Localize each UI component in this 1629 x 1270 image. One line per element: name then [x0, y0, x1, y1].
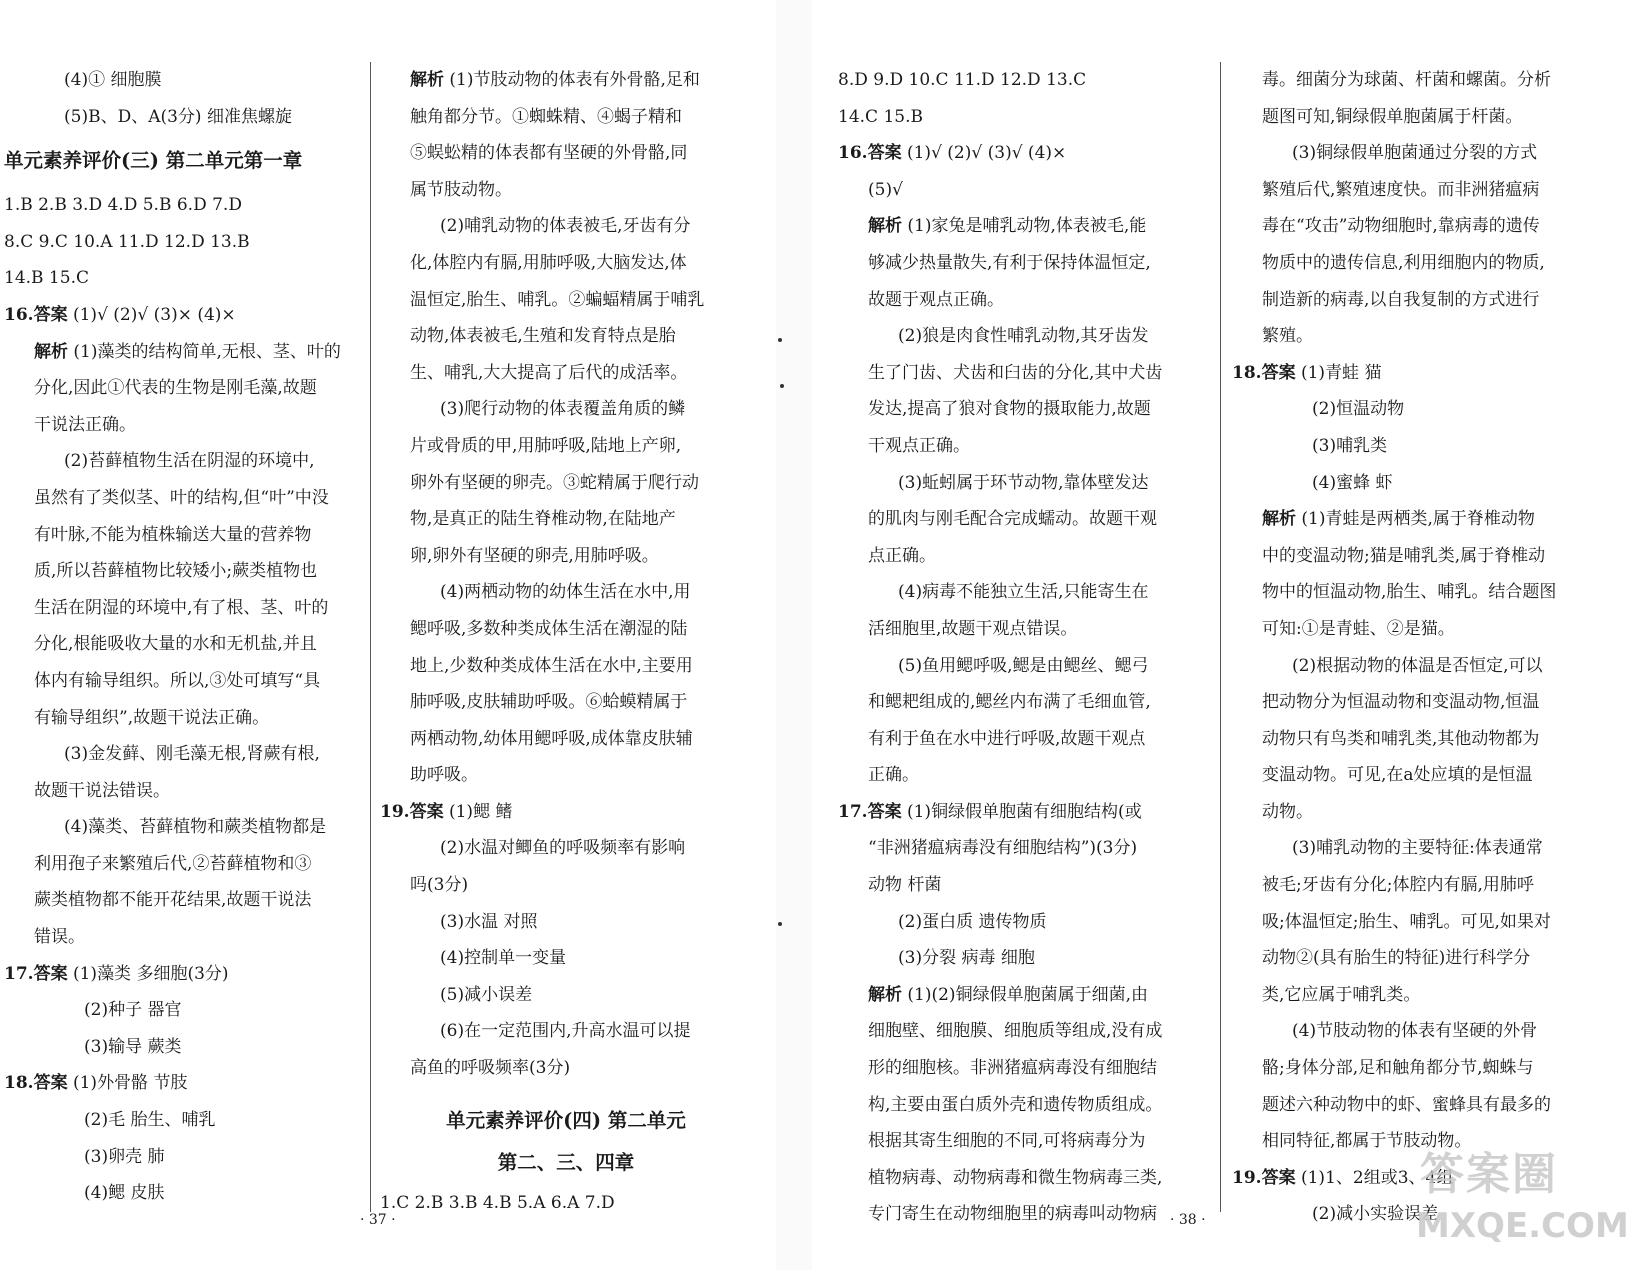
text-line: 吗(3分) — [410, 875, 469, 896]
text-line: (3)水温 对照 — [440, 911, 538, 932]
label-marker: 解析 — [1262, 509, 1296, 530]
text-line: (3)爬行动物的体表覆盖角质的鳞 — [440, 399, 686, 420]
label-marker: 16.答案 — [838, 143, 902, 164]
watermark — [1380, 1136, 1629, 1260]
label-marker: 17.答案 — [838, 801, 902, 822]
text-line: (4)病毒不能独立生活,只能寄生在 — [898, 582, 1149, 603]
label-marker: 19.答案 — [1232, 1167, 1296, 1188]
text-line: 毒。细菌分为球菌、杆菌和螺菌。分析 — [1262, 70, 1551, 90]
text-line: 18.答案 (1)青蛙 猫 — [1232, 362, 1382, 383]
page-gutter — [776, 0, 812, 1270]
section-heading: 单元素养评价(三) 第二单元第一章 — [4, 149, 303, 173]
text-line: 正确。 — [868, 765, 919, 786]
column-divider-right — [1220, 62, 1221, 1212]
text-line: (2)苔藓植物生活在阴湿的环境中, — [64, 451, 315, 472]
text-line: 故题干说法错误。 — [34, 780, 170, 801]
text-line: 体内有输导组织。所以,③处可填写“具 — [34, 670, 321, 691]
text-line: 有利于鱼在水中进行呼吸,故题干观点 — [868, 728, 1146, 749]
text-line: (2)水温对鲫鱼的呼吸频率有影响 — [440, 838, 686, 859]
text-line: 骼;身体分部,足和触角都分节,蜘蛛与 — [1262, 1058, 1534, 1079]
text-line: 的肌肉与刚毛配合完成蠕动。故题干观 — [868, 509, 1157, 530]
text-line: (3)输导 蕨类 — [84, 1036, 182, 1057]
text-line: 19.答案 (1)1、2组或3、4组 — [1232, 1167, 1454, 1188]
text-line: 解析 (1)(2)铜绿假单胞菌属于细菌,由 — [868, 984, 1148, 1005]
text-line: 高鱼的呼吸频率(3分) — [410, 1058, 571, 1079]
text-line: 动物。 — [1262, 801, 1313, 822]
section-heading: 第二、三、四章 — [497, 1150, 635, 1174]
text-line: 虽然有了类似茎、叶的结构,但“叶”中没 — [34, 487, 329, 508]
text-line: (5)减小误差 — [440, 984, 533, 1005]
text-line: 题图可知,铜绿假单胞菌属于杆菌。 — [1262, 106, 1523, 127]
text-line: 故题于观点正确。 — [868, 289, 1004, 310]
label-marker: 18.答案 — [1232, 362, 1296, 383]
text-line: 14.B 15.C — [4, 268, 89, 289]
text-line: 点正确。 — [868, 545, 936, 566]
text-line: 题述六种动物中的虾、蜜蜂具有最多的 — [1262, 1094, 1551, 1115]
text-line: 相同特征,都属于节肢动物。 — [1262, 1131, 1472, 1152]
text-line: (4)蜜蜂 虾 — [1312, 472, 1393, 493]
text-line: 助呼吸。 — [410, 765, 478, 786]
text-line: 被毛;牙齿有分化;体腔内有膈,用肺呼 — [1262, 875, 1534, 896]
text-line: 变温动物。可见,在a处应填的是恒温 — [1262, 765, 1533, 786]
text-line: 化,体腔内有膈,用肺呼吸,大脑发达,体 — [410, 252, 687, 273]
text-line: 生了门齿、犬齿和臼齿的分化,其中犬齿 — [868, 362, 1163, 383]
text-line: 生、哺乳,大大提高了后代的成活率。 — [410, 362, 688, 383]
text-line: 分化,根能吸收大量的水和无机盐,并且 — [34, 634, 317, 655]
text-line: “非洲猪瘟病毒没有细胞结构”)(3分) — [868, 838, 1138, 859]
text-line: 活细胞里,故题干观点错误。 — [868, 618, 1078, 639]
text-line: 地上,少数种类成体生活在水中,主要用 — [410, 655, 693, 676]
text-line: 8.C 9.C 10.A 11.D 12.D 13.B — [4, 231, 250, 252]
text-line: (2)根据动物的体温是否恒定,可以 — [1292, 655, 1543, 676]
text-line: 繁殖后代,繁殖速度快。而非洲猪瘟病 — [1262, 179, 1540, 200]
text-line: (2)减小实验误差 — [1312, 1204, 1439, 1225]
gutter-mark — [778, 922, 782, 926]
text-line: 生活在阴湿的环境中,有了根、茎、叶的 — [34, 597, 329, 618]
column-divider-left — [370, 62, 371, 1212]
column-3 — [838, 62, 1208, 1225]
text-line: (3)蚯蚓属于环节动物,靠体壁发达 — [898, 472, 1149, 493]
text-line: (3)哺乳类 — [1312, 435, 1388, 456]
text-line: 17.答案 (1)藻类 多细胞(3分) — [4, 963, 229, 984]
text-line: (2)蛋白质 遗传物质 — [898, 911, 1047, 932]
text-line: 繁殖。 — [1262, 326, 1313, 347]
text-line: 吸;体温恒定;胎生、哺乳。可见,如果对 — [1262, 911, 1551, 932]
label-marker: 解析 — [34, 341, 68, 362]
text-line: 错误。 — [34, 927, 85, 948]
text-line: 植物病毒、动物病毒和微生物病毒三类, — [868, 1167, 1163, 1188]
text-line: (2)种子 器官 — [84, 1000, 182, 1021]
text-line: (5)鱼用鳃呼吸,鳃是由鳃丝、鳃弓 — [898, 655, 1149, 676]
text-line: 8.D 9.D 10.C 11.D 12.D 13.C — [838, 70, 1087, 90]
text-line: (3)金发藓、刚毛藻无根,肾蕨有根, — [64, 744, 320, 765]
text-line: ⑤蜈蚣精的体表都有坚硬的外骨骼,同 — [410, 143, 688, 164]
text-line: 发达,提高了狼对食物的摄取能力,故题 — [868, 399, 1151, 420]
text-line: 片或骨质的甲,用肺呼吸,陆地上产卵, — [410, 435, 682, 456]
column-4 — [1232, 62, 1598, 1225]
label-marker: 16.答案 — [4, 304, 68, 325]
text-line: 卵,卵外有坚硬的卵壳,用肺呼吸。 — [410, 545, 659, 566]
column-2 — [380, 62, 752, 1222]
page-number-right: · 38 · — [1170, 1212, 1206, 1228]
text-line: 和鳃耙组成的,鳃丝内布满了毛细血管, — [868, 692, 1151, 713]
text-line: (4)两栖动物的幼体生活在水中,用 — [440, 582, 691, 603]
section-heading: 单元素养评价(四) 第二单元 — [446, 1108, 686, 1132]
text-line: 解析 (1)藻类的结构简单,无根、茎、叶的 — [34, 341, 341, 362]
text-line: 1.B 2.B 3.D 4.D 5.B 6.D 7.D — [4, 195, 242, 216]
text-line: 解析 (1)家兔是哺乳动物,体表被毛,能 — [868, 216, 1147, 237]
text-line: 肺呼吸,皮肤辅助呼吸。⑥蛤蟆精属于 — [410, 692, 688, 713]
text-line: 16.答案 (1)√ (2)√ (3)√ (4)× — [838, 143, 1067, 164]
label-marker: 解析 — [410, 70, 444, 90]
text-line: 17.答案 (1)铜绿假单胞菌有细胞结构(或 — [838, 801, 1142, 822]
text-line: (4)藻类、苔藓植物和蕨类植物都是 — [64, 817, 327, 838]
text-line: (5)B、D、A(3分) 细准焦螺旋 — [64, 106, 292, 127]
text-line: 干观点正确。 — [868, 435, 970, 456]
text-line: 有输导组织”,故题干说法正确。 — [34, 707, 270, 728]
label-marker: 解析 — [868, 216, 902, 237]
text-line: 有叶脉,不能为植株输送大量的营养物 — [34, 524, 312, 545]
label-marker: 19.答案 — [380, 801, 444, 822]
text-line: (4)鳃 皮肤 — [84, 1183, 165, 1204]
text-line: (2)毛 胎生、哺乳 — [84, 1110, 216, 1131]
text-line: 根据其寄生细胞的不同,可将病毒分为 — [868, 1131, 1146, 1152]
text-line: 属节肢动物。 — [410, 179, 512, 200]
text-line: 分化,因此①代表的生物是刚毛藻,故题 — [34, 378, 317, 399]
gutter-mark — [778, 338, 782, 342]
text-line: (3)卵壳 肺 — [84, 1146, 165, 1167]
text-line: 温恒定,胎生、哺乳。②蝙蝠精属于哺乳 — [410, 289, 705, 310]
text-line: 鳃呼吸,多数种类成体生活在潮湿的陆 — [410, 618, 688, 639]
text-line: 形的细胞核。非洲猪瘟病毒没有细胞结 — [868, 1058, 1157, 1079]
text-line: 蕨类植物都不能开花结果,故题干说法 — [34, 890, 312, 911]
page-number-left: · 37 · — [360, 1212, 396, 1228]
text-line: (2)哺乳动物的体表被毛,牙齿有分 — [440, 216, 691, 237]
text-line: 卵外有坚硬的卵壳。③蛇精属于爬行动 — [410, 472, 699, 493]
text-line: 制造新的病毒,以自我复制的方式进行 — [1262, 289, 1540, 310]
text-line: 18.答案 (1)外骨骼 节肢 — [4, 1073, 188, 1094]
watermark-url: MXQE.COM — [1416, 1206, 1629, 1246]
text-line: 类,它应属于哺乳类。 — [1262, 984, 1421, 1005]
text-line: (3)铜绿假单胞菌通过分裂的方式 — [1292, 143, 1538, 164]
gutter-mark — [780, 384, 784, 388]
text-line: 物质中的遗传信息,利用细胞内的物质, — [1262, 252, 1545, 273]
text-line: 解析 (1)青蛙是两栖类,属于脊椎动物 — [1262, 509, 1535, 530]
text-line: 物,是真正的陆生脊椎动物,在陆地产 — [410, 509, 676, 530]
text-line: 解析 (1)节肢动物的体表有外骨骼,足和 — [410, 70, 700, 90]
spacer — [380, 1087, 752, 1099]
text-line: (6)在一定范围内,升高水温可以提 — [440, 1021, 691, 1042]
label-marker: 解析 — [868, 984, 902, 1005]
text-line: 够减少热量散失,有利于保持体温恒定, — [868, 252, 1151, 273]
text-line: 干说法正确。 — [34, 414, 136, 435]
text-line: 14.C 15.B — [838, 106, 923, 127]
text-line: (5)√ — [868, 179, 903, 200]
text-line: (4)控制单一变量 — [440, 948, 567, 969]
text-line: 质,所以苔藓植物比较矮小;蕨类植物也 — [34, 561, 318, 582]
text-line: 动物②(具有胎生的特征)进行科学分 — [1262, 948, 1531, 969]
text-line: 细胞壁、细胞膜、细胞质等组成,没有成 — [868, 1021, 1163, 1042]
text-line: 毒在“攻击”动物细胞时,靠病毒的遗传 — [1262, 216, 1540, 237]
text-line: 1.C 2.B 3.B 4.B 5.A 6.A 7.D — [380, 1192, 615, 1213]
text-line: (2)狼是肉食性哺乳动物,其牙齿发 — [898, 326, 1149, 347]
text-line: 动物只有鸟类和哺乳类,其他动物都为 — [1262, 728, 1540, 749]
text-line: (4)① 细胞膜 — [64, 70, 162, 90]
text-line: 16.答案 (1)√ (2)√ (3)× (4)× — [4, 304, 236, 325]
text-line: 触角都分节。①蜘蛛精、④蝎子精和 — [410, 106, 682, 127]
text-line: 利用孢子来繁殖后代,②苔藓植物和③ — [34, 853, 312, 874]
text-line: 中的变温动物;猫是哺乳类,属于脊椎动 — [1262, 545, 1546, 566]
text-line: 可知:①是青蛙、②是猫。 — [1262, 618, 1455, 639]
text-line: (3)哺乳动物的主要特征:体表通常 — [1292, 838, 1543, 859]
label-marker: 17.答案 — [4, 963, 68, 984]
text-line: 把动物分为恒温动物和变温动物,恒温 — [1262, 692, 1540, 713]
text-line: (3)分裂 病毒 细胞 — [898, 948, 1035, 969]
label-marker: 18.答案 — [4, 1073, 68, 1094]
text-line: 物中的恒温动物,胎生、哺乳。结合题图 — [1262, 582, 1557, 603]
text-line: 专门寄生在动物细胞里的病毒叫动物病 — [868, 1204, 1157, 1225]
text-line: 动物 杆菌 — [868, 875, 942, 896]
text-line: 动物,体表被毛,生殖和发育特点是胎 — [410, 326, 676, 347]
text-line: (4)节肢动物的体表有坚硬的外骨 — [1292, 1021, 1538, 1042]
column-1 — [4, 62, 364, 1222]
text-line: 构,主要由蛋白质外壳和遗传物质组成。 — [868, 1094, 1163, 1115]
text-line: (2)恒温动物 — [1312, 399, 1405, 420]
text-line: 19.答案 (1)鳃 鳍 — [380, 801, 513, 822]
text-line: 两栖动物,幼体用鳃呼吸,成体靠皮肤辅 — [410, 728, 693, 749]
watermark-logo: 答案圈 — [1420, 1149, 1558, 1200]
